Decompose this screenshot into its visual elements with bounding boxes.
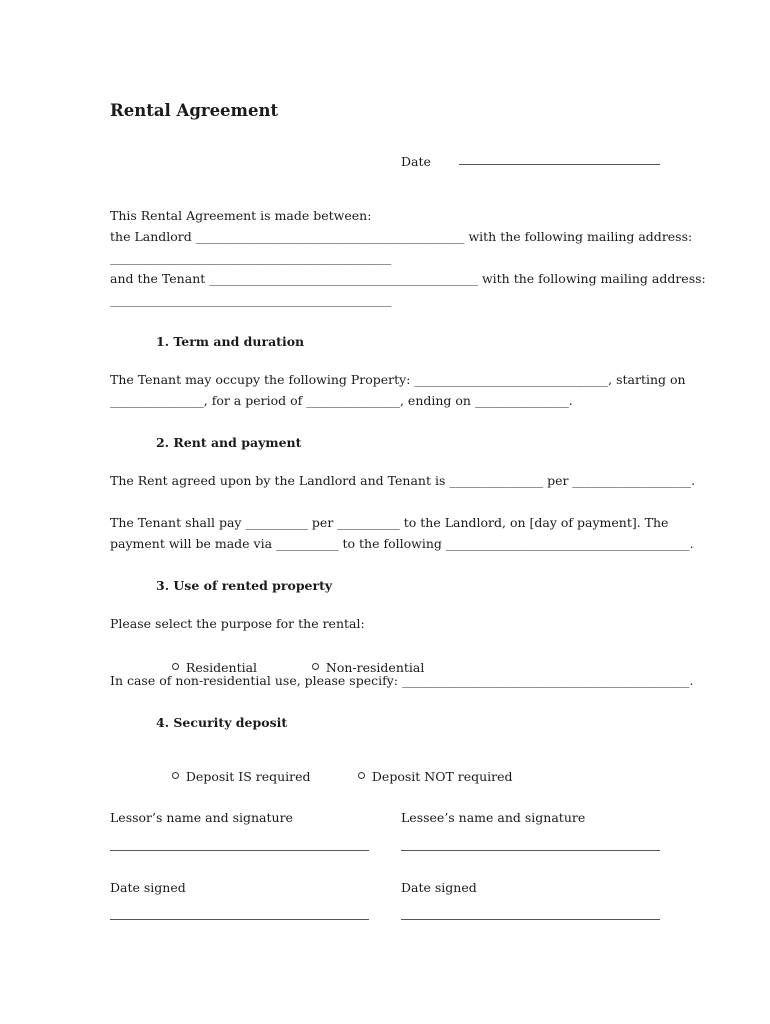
- section-1-line-2[interactable]: _______________, for a period of _______________, ending on _______________.: [110, 393, 573, 408]
- lessor-signature-field[interactable]: [110, 850, 369, 851]
- deposit-required-label: Deposit IS required: [185, 769, 311, 784]
- date-field[interactable]: [459, 164, 660, 165]
- landlord-line[interactable]: the Landlord ___________________________________________ with the following mailing address:: [110, 229, 693, 244]
- document-title: Rental Agreement: [110, 101, 279, 120]
- deposit-required-option[interactable]: [156, 753, 311, 801]
- lessee-signature-label: Lessee’s name and signature: [401, 810, 586, 825]
- residential-radio-icon[interactable]: [172, 663, 179, 670]
- landlord-address-field[interactable]: _____________________________________________: [110, 250, 392, 265]
- lessee-signature-field[interactable]: [401, 850, 660, 851]
- deposit-not-required-radio-icon[interactable]: [358, 772, 365, 779]
- lessor-signature-label: Lessor’s name and signature: [110, 810, 293, 825]
- non-residential-label: Non-residential: [325, 660, 425, 675]
- section-2-line-2[interactable]: The Tenant shall pay __________ per __________ to the Landlord, on [day of payment]. The: [110, 515, 669, 530]
- section-4-heading: 4. Security deposit: [156, 715, 288, 730]
- section-3-prompt: Please select the purpose for the rental:: [110, 616, 365, 631]
- intro-made-between: This Rental Agreement is made between:: [110, 208, 372, 223]
- lessee-date-field[interactable]: [401, 919, 660, 920]
- deposit-required-radio-icon[interactable]: [172, 772, 179, 779]
- tenant-line[interactable]: and the Tenant ___________________________________________ with the following mailing address:: [110, 271, 706, 286]
- section-1-line-1[interactable]: The Tenant may occupy the following Property: _______________________________, starting on: [110, 372, 686, 387]
- section-2-line-3[interactable]: payment will be made via __________ to the following _______________________________________.: [110, 536, 694, 551]
- section-2-line-1[interactable]: The Rent agreed upon by the Landlord and Tenant is _______________ per ___________________.: [110, 473, 696, 488]
- section-1-heading: 1. Term and duration: [156, 334, 305, 349]
- residential-label: Residential: [185, 660, 258, 675]
- tenant-address-field[interactable]: _____________________________________________: [110, 292, 392, 307]
- date-label: Date: [401, 154, 431, 169]
- section-3-heading: 3. Use of rented property: [156, 578, 333, 593]
- lessee-date-signed-label: Date signed: [401, 880, 477, 895]
- deposit-not-required-label: Deposit NOT required: [371, 769, 513, 784]
- section-2-heading: 2. Rent and payment: [156, 435, 302, 450]
- lessor-date-field[interactable]: [110, 919, 369, 920]
- lessor-date-signed-label: Date signed: [110, 880, 186, 895]
- non-residential-specify-line[interactable]: In case of non-residential use, please specify: ______________________________________________.: [110, 673, 694, 688]
- deposit-not-required-option[interactable]: [342, 753, 513, 801]
- non-residential-radio-icon[interactable]: [312, 663, 319, 670]
